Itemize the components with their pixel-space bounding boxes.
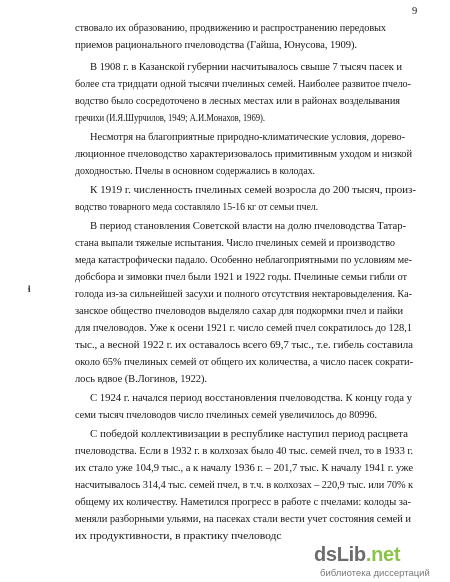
text-line: К 1919 г. численность пчелиных семей возросла до 200 тысяч, произ- <box>90 185 416 196</box>
text-line: водство было сосредоточено в лесных местах или в районах возделывания <box>75 96 400 107</box>
text-line: голода из-за сильнейшей засухи и полного отсутствия нектаровыделения. Ка- <box>75 289 412 300</box>
watermark <box>308 540 450 582</box>
text-line: приемов рационального пчеловодства (Гайша, Юнусова, 1909). <box>75 40 357 51</box>
text-line: их продуктивности, в практику пчеловодс <box>75 531 282 542</box>
text-line: более ста тридцати одной тысячи пчелиных семей. Наиболее развитое пчело- <box>75 79 411 90</box>
text-line: семи тысяч пчеловодов число пчелиных семей увеличилось до 80996. <box>75 410 377 421</box>
text-line: добсбора и зимовки пчел были 1921 и 1922 годы. Пчелиные семьи гибли от <box>75 272 407 283</box>
text-line: гречихи (И.Я.Шурчилов, 1949; А.И.Монахов, 1969). <box>75 113 265 124</box>
watermark-logo-main: dsLib <box>314 544 366 566</box>
text-line: их стало уже 104,9 тыс., а к началу 1936 г. – 201,7 тыс. К началу 1941 г. уже <box>75 463 413 474</box>
watermark-tagline: библиотека диссертаций <box>320 568 430 579</box>
text-line: меда катастрофически падало. Особенно неблагоприятными по условиям ме- <box>75 255 412 266</box>
text-line: В 1908 г. в Казанской губернии насчитывалось свыше 7 тысяч пасек и <box>90 62 402 73</box>
text-line: стана выпали тяжелые испытания. Число пчелиных семей и производство <box>75 238 395 249</box>
watermark-logo <box>314 544 400 567</box>
text-line: пчеловодства. Если в 1932 г. в колхозах было 40 тыс. семей пчел, то в 1933 г. <box>75 446 414 457</box>
text-line: доходностью. Пчелы в основном содержались в колодах. <box>75 166 315 177</box>
text-line: занское общество пчеловодов выделяло сахар для подкормки пчел и пайки <box>75 306 403 317</box>
text-line: С 1924 г. начался период восстановления пчеловодства. К концу года у <box>90 393 412 404</box>
text-line: меняли разборными ульями, на пасеках стали вести учет состояния семей и <box>75 514 411 525</box>
text-line: ствовало их образованию, продвижению и распространению передовых <box>75 23 386 34</box>
text-line: С победой коллективизации в республике наступил период расцвета <box>90 429 409 440</box>
text-line: для пчеловодов. Уже к осени 1921 г. число семей пчел сократилось до 128,1 <box>75 323 412 334</box>
watermark-logo-accent: .net <box>365 544 401 566</box>
text-line: В период становления Советской власти на долю пчеловодства Татар- <box>90 221 406 232</box>
text-line: люционное пчеловодство характеризовалось примитивным уходом и низкой <box>75 149 412 160</box>
text-line: общему их количеству. Наметился прогресс в работе с пчелами: колоды за- <box>75 497 411 508</box>
text-line: около 65% пчелиных семей от общего их количества, а число пасек сократи- <box>75 357 414 368</box>
margin-mark: ɬ <box>28 284 31 294</box>
text-line: лось вдвое (В.Логинов, 1922). <box>75 374 207 385</box>
text-line: насчитывалось 314,4 тыс. семей пчел, в т.ч. в колхозах – 220,9 тыс. или 70% к <box>75 480 413 491</box>
text-line: водство товарного меда составляло 15-16 кг от семьи пчел. <box>75 202 318 213</box>
text-line: Несмотря на благоприятные природно-климатические условия, дорево- <box>90 132 405 143</box>
page-number: 9 <box>412 6 418 17</box>
text-line: тыс., а весной 1922 г. их оставалось всего 69,7 тыс., т.е. гибель составила <box>75 340 413 351</box>
